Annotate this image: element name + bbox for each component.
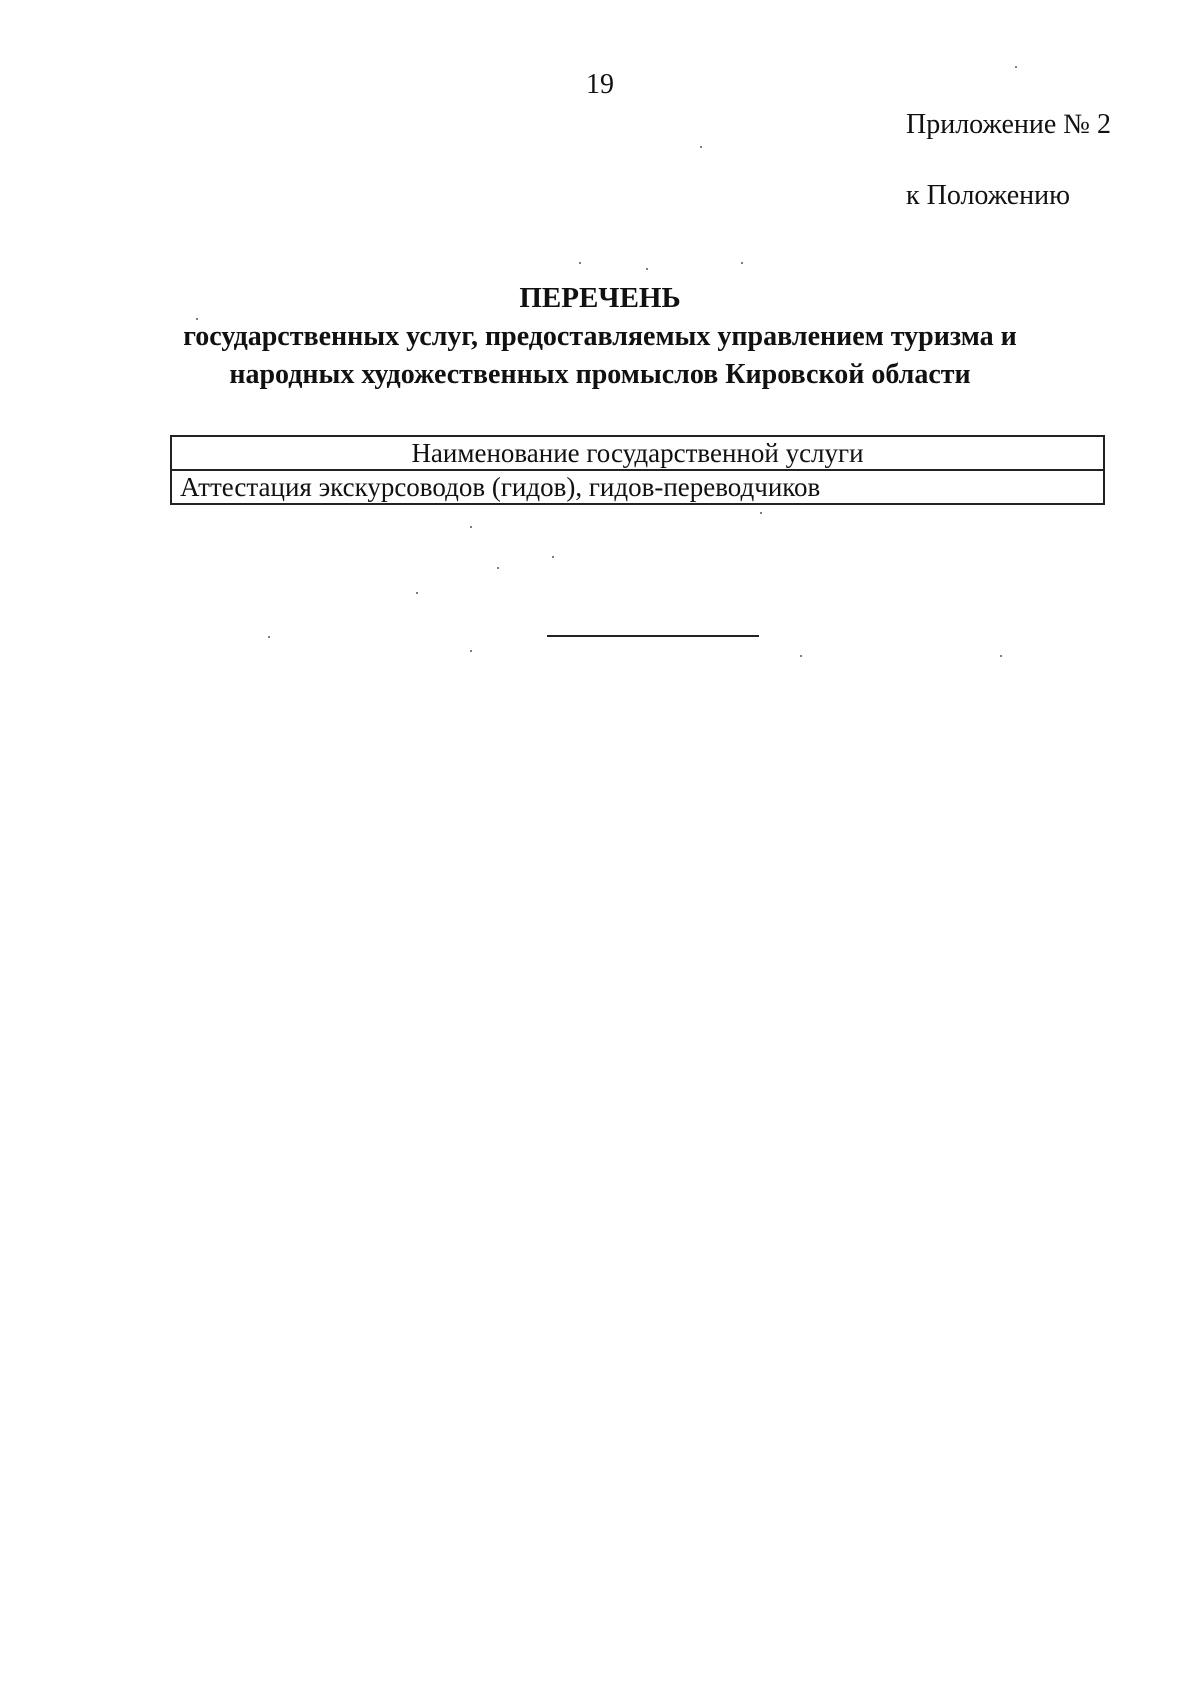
table-header-row [171, 436, 1104, 470]
scan-speck [579, 262, 581, 264]
table-cell: Аттестация экскурсоводов (гидов), гидов-переводчиков [171, 470, 1104, 504]
appendix-label: Приложение № 2 [906, 109, 1111, 140]
scan-speck [470, 526, 472, 528]
scan-speck [741, 262, 743, 264]
scan-speck [800, 655, 802, 657]
scan-speck [700, 146, 702, 148]
scan-speck [196, 318, 198, 320]
scan-speck [470, 650, 472, 652]
subtitle-line-2: народных художественных промыслов Кировской области [229, 359, 971, 390]
scan-speck [760, 512, 762, 514]
scan-speck [416, 592, 418, 594]
scan-speck [268, 636, 270, 638]
page-number: 19 [586, 69, 614, 100]
scan-speck [646, 268, 648, 270]
subtitle-line-1: государственных услуг, предоставляемых управлением туризма и [183, 321, 1017, 352]
scan-speck [1000, 655, 1002, 657]
scan-speck [1015, 66, 1017, 68]
scan-speck [552, 556, 554, 558]
closing-divider [547, 635, 759, 637]
services-table [170, 435, 1105, 505]
scan-speck [497, 567, 499, 569]
table-header-cell: Наименование государственной услуги [171, 436, 1104, 470]
document-subtitle [100, 318, 1100, 394]
appendix-reference: к Положению [906, 180, 1071, 211]
document-title: ПЕРЕЧЕНЬ [519, 282, 681, 314]
table-row [171, 470, 1104, 504]
